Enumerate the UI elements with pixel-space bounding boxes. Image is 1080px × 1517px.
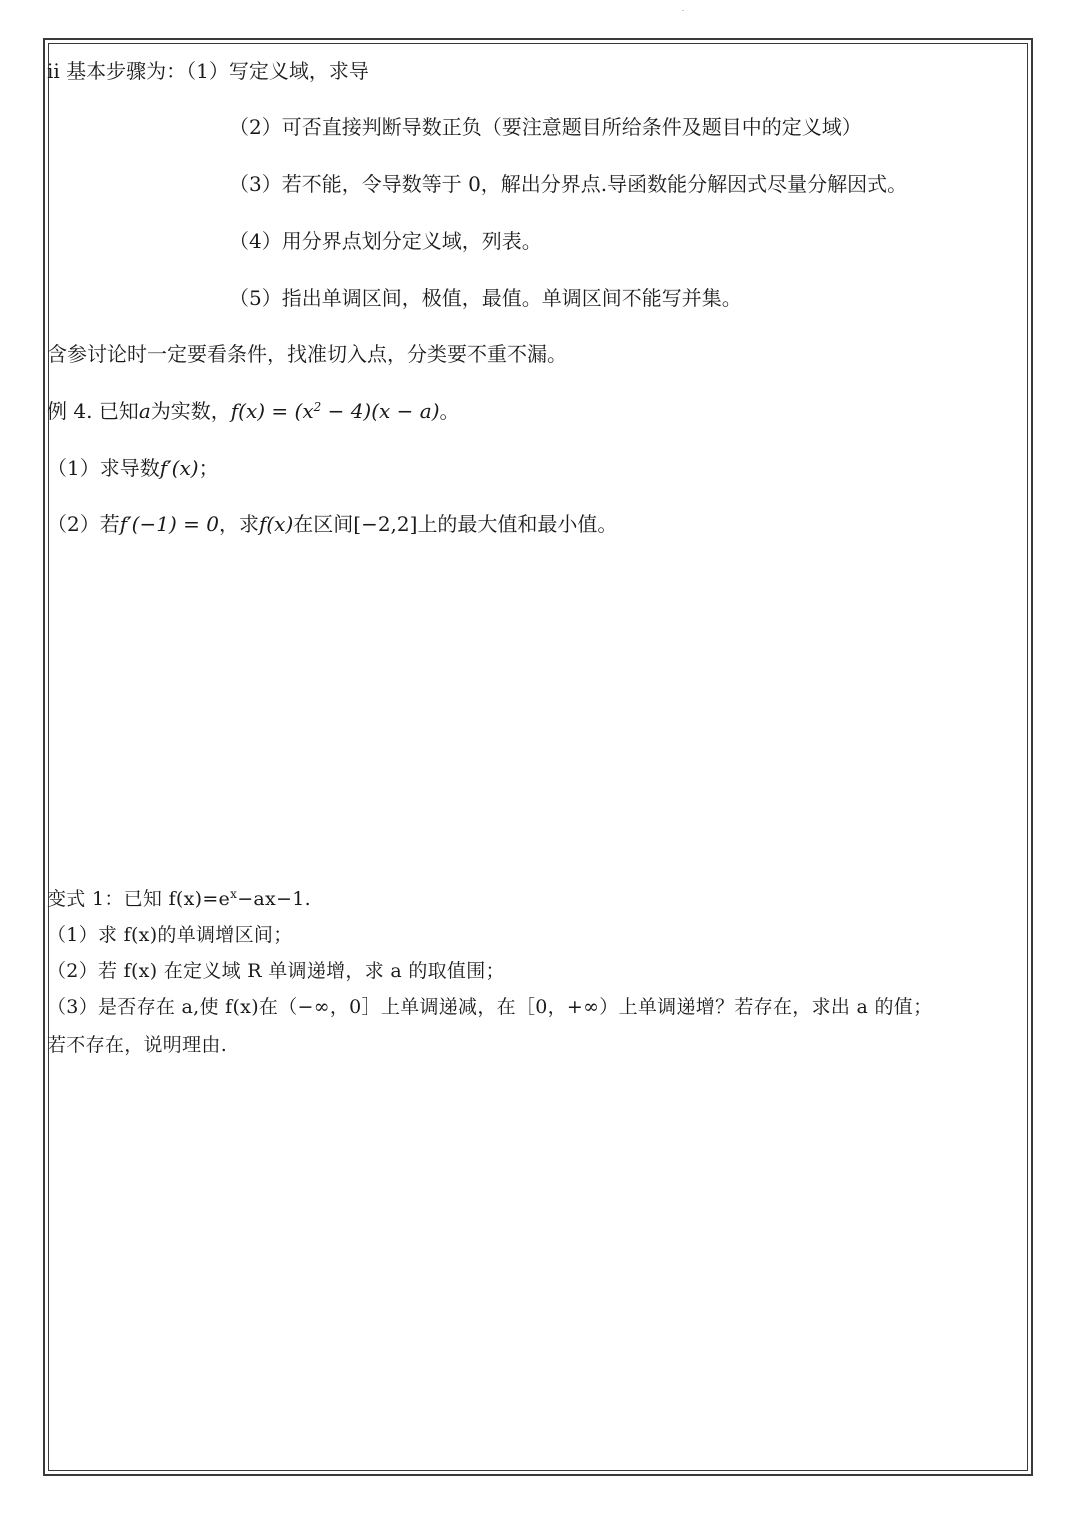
step-2: （2）可否直接判断导数正负（要注意题目所给条件及题目中的定义域） bbox=[229, 115, 862, 139]
example-4-text-mid: 为实数， bbox=[150, 399, 231, 423]
discussion-note: 含参讨论时一定要看条件，找准切入点，分类要不重不漏。 bbox=[47, 342, 567, 366]
variant-1-question-3-continued: 若不存在，说明理由. bbox=[47, 1034, 228, 1056]
variant-1-prefix: 变式 1：已知 f(x)=e bbox=[47, 888, 231, 910]
variant-1-exponent: x bbox=[230, 887, 238, 901]
example-4-func bbox=[231, 399, 440, 423]
example-4-func-lhs: f(x) = (x bbox=[230, 399, 314, 423]
step-4: （4）用分界点划分定义域，列表。 bbox=[229, 229, 542, 253]
example-4-statement bbox=[47, 398, 460, 424]
example-4-exponent: 2 bbox=[313, 400, 322, 414]
example-4-question-1 bbox=[47, 455, 219, 481]
example-4-func-rhs: − 4)(x − a) bbox=[321, 399, 440, 423]
example-4-text-before: 已知 bbox=[98, 399, 139, 423]
q1-label: （1） bbox=[47, 456, 100, 480]
variant-1-suffix: −ax−1. bbox=[237, 888, 311, 910]
q1-text: 求导数 bbox=[99, 456, 160, 480]
example-4-text-end: 。 bbox=[439, 399, 460, 423]
variant-1-question-2: （2）若 f(x) 在定义域 R 单调递增，求 a 的取值围； bbox=[47, 960, 505, 982]
q2-condition: f′(−1) = 0 bbox=[119, 512, 219, 536]
variant-1-question-3: （3）是否存在 a,使 f(x)在（−∞，0］上单调递减，在［0，+∞）上单调递增？若存在，求出 a 的值； bbox=[47, 996, 933, 1018]
q2-label: （2） bbox=[47, 512, 100, 536]
q2-text-2: ，求 bbox=[218, 512, 259, 536]
steps-intro: ⅱ 基本步骤为： bbox=[47, 59, 187, 83]
q1-func: f′(x) bbox=[159, 456, 199, 480]
q2-func: f(x) bbox=[258, 512, 294, 536]
example-4-question-2 bbox=[47, 511, 617, 537]
variant-1-question-1: （1）求 f(x)的单调增区间； bbox=[47, 924, 293, 946]
step-5: （5）指出单调区间，极值，最值。单调区间不能写并集。 bbox=[229, 286, 742, 310]
step-1: （1）写定义域，求导 bbox=[186, 59, 369, 83]
q2-text-1: 若 bbox=[99, 512, 120, 536]
q2-text-3: 在区间 bbox=[293, 512, 354, 536]
scan-artifact bbox=[682, 10, 684, 11]
q2-text-4: 上的最大值和最小值。 bbox=[417, 512, 618, 536]
q2-interval: [−2,2] bbox=[353, 512, 418, 536]
q1-end: ； bbox=[198, 456, 219, 480]
example-4-var-a: a bbox=[138, 399, 151, 423]
steps-intro-line bbox=[47, 58, 369, 84]
example-4-label: 例 4. bbox=[47, 399, 93, 423]
step-3: （3）若不能，令导数等于 0，解出分界点.导函数能分解因式尽量分解因式。 bbox=[229, 172, 908, 196]
variant-1-statement bbox=[47, 886, 311, 912]
